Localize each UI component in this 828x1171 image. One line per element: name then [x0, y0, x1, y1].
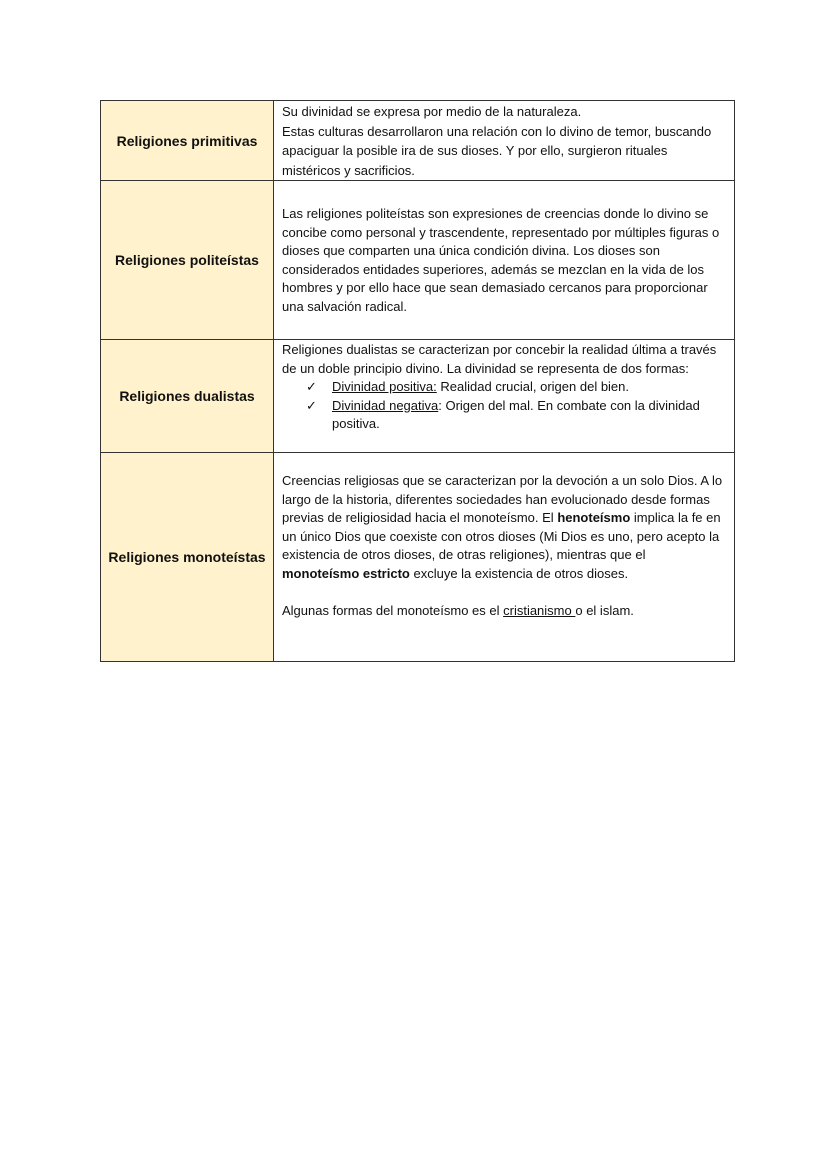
text-run: implica la fe en un único Dios que coexiste con otros dioses (Mi Dios es uno, pero acepto la existencia de otros dioses, de otras religiones), mientras que el [282, 510, 721, 563]
description-paragraph: Las religiones politeístas son expresiones de creencias donde lo divino se concibe como personal y trascendente, representado por múltiples figuras o dioses que comparten una única condición divina. Los dioses son considerados entidades superiores, además se mezclan en la vida de los hombres y por ello hace que sean demasiado cercanos para proporcionar una salvación radical. [282, 206, 720, 314]
description-line: Estas culturas desarrollaron una relación con lo divino de temor, buscando apaciguar la posible ira de sus dioses. Y por ello, surgieron rituales mistéricos y sacrificios. [282, 123, 712, 178]
underlined-term: cristianismo [503, 603, 576, 619]
text-run: o el islam. [575, 603, 634, 619]
check-item-text [332, 397, 726, 434]
table-row [100, 453, 735, 662]
checkmark-icon: ✓ [306, 397, 317, 413]
text-run: Creencias religiosas que se caracterizan por la devoción a un solo Dios. A lo largo de la historia, diferentes sociedades han evolucionado desde formas previas de religiosidad hacia el monoteísmo. El [282, 473, 723, 526]
description-paragraph [282, 472, 726, 584]
term-definition: Realidad crucial, origen del bien. [436, 379, 630, 395]
term: Divinidad negativa [332, 397, 439, 413]
table-row [100, 340, 735, 453]
category-cell: Religiones dualistas [101, 340, 274, 452]
bold-term: monoteísmo estricto [282, 565, 410, 581]
check-item-text [332, 378, 629, 397]
checkmark-icon: ✓ [306, 379, 317, 395]
category-cell: Religiones primitivas [101, 101, 274, 180]
description-line: Su divinidad se expresa por medio de la naturaleza. [282, 104, 582, 119]
description-cell [274, 101, 734, 180]
term: Divinidad positiva: [332, 379, 437, 395]
table-row [100, 181, 735, 340]
category-cell: Religiones monoteístas [101, 453, 274, 661]
term-definition: : Origen del mal. En combate con la divinidad positiva. [332, 397, 700, 432]
text-run: excluye la existencia de otros dioses. [409, 565, 629, 581]
check-item [306, 378, 726, 397]
description-cell [274, 453, 734, 661]
text-run: Algunas formas del monoteísmo es el [282, 603, 504, 619]
description-paragraph: Religiones dualistas se caracterizan por concebir la realidad última a través de un doble principio divino. La divinidad se representa de dos formas: [282, 342, 717, 376]
description-cell [274, 181, 734, 339]
table-row [100, 100, 735, 181]
check-list [282, 378, 726, 434]
religion-table [100, 100, 735, 662]
description-paragraph [282, 602, 726, 621]
check-item [306, 397, 726, 434]
bold-term: henoteísmo [557, 510, 631, 526]
description-cell [274, 340, 734, 452]
category-cell: Religiones politeístas [101, 181, 274, 339]
paragraph-spacer [282, 584, 726, 603]
